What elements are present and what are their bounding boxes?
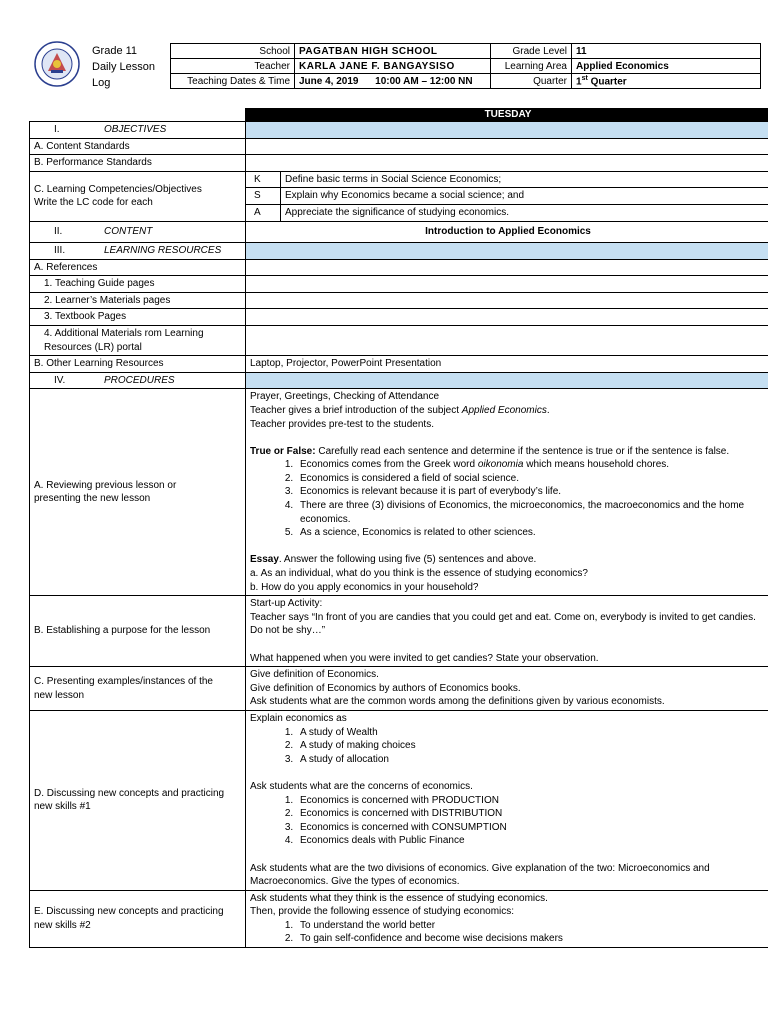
- other-resources-value: Laptop, Projector, PowerPoint Presentation: [246, 356, 768, 373]
- proc-c-line-3: Ask students what are the common words among the definitions given by various economists.: [250, 696, 665, 708]
- other-resources-label: B. Other Learning Resources: [30, 356, 246, 373]
- procedure-a-label-line-1: A. Reviewing previous lesson or: [34, 479, 177, 491]
- spacer: [250, 431, 766, 445]
- true-false-instructions: [250, 445, 766, 459]
- learning-area-value: Applied Economics: [572, 59, 761, 74]
- concern-item-1: 1. Economics is concerned with PRODUCTION: [296, 794, 766, 808]
- procedure-a-label: [30, 389, 246, 596]
- grade-level-value: 11: [572, 44, 761, 59]
- quarter-suffix: st: [581, 74, 588, 82]
- quarter-number: 1: [576, 76, 582, 88]
- tf-item-3: 3. Economics is relevant because it is part of everybody’s life.: [296, 485, 766, 499]
- true-false-text: Carefully read each sentence and determine if the sentence is true or if the sentence is false.: [315, 445, 730, 457]
- tf-item-1a: Economics comes from the Greek word: [300, 459, 478, 471]
- quarter-label: Quarter: [491, 74, 572, 89]
- spacer: [250, 766, 766, 780]
- ksa-a-letter: A: [246, 204, 281, 221]
- day-header: TUESDAY: [246, 109, 768, 122]
- true-false-list: [250, 458, 766, 540]
- proc-e-line-2: Then, provide the following essence of studying economics:: [250, 906, 515, 918]
- tf-item-1: [296, 458, 766, 472]
- dll-title: [92, 43, 172, 91]
- additional-materials-value: [246, 325, 768, 355]
- ksa-cell: [246, 171, 768, 221]
- tf-item-5: 5. As a science, Economics is related to other sciences.: [296, 526, 766, 540]
- school-value: PAGATBAN HIGH SCHOOL: [295, 44, 491, 59]
- essence-list: [250, 919, 766, 946]
- proc-b-line-3: What happened when you were invited to get candies? State your observation.: [250, 652, 599, 664]
- concern-item-3: 3. Economics is concerned with CONSUMPTION: [296, 821, 766, 835]
- dates-value: June 4, 2019 10:00 AM – 12:00 NN: [295, 74, 491, 89]
- procedure-b-label: B. Establishing a purpose for the lesson: [30, 596, 246, 667]
- essay-question-b: b. How do you apply economics in your household?: [250, 581, 479, 593]
- title-line-3: Log: [92, 77, 111, 89]
- proc-a-line-2a: Teacher gives a brief introduction of the subject: [250, 404, 462, 416]
- lc-label-line-2: Write the LC code for each: [34, 197, 153, 209]
- objectives-num: I.: [54, 124, 60, 135]
- proc-d-line-2: Ask students what are the concerns of economics.: [250, 780, 473, 792]
- procedures-heading: [30, 372, 246, 389]
- procedure-c-label: [30, 667, 246, 711]
- additional-materials-line-2: Resources (LR) portal: [44, 341, 142, 353]
- textbook-pages-label: 3. Textbook Pages: [30, 309, 246, 326]
- learning-area-label: Learning Area: [491, 59, 572, 74]
- proc-e-line-1: Ask students what they think is the essence of studying economics.: [250, 892, 548, 904]
- ksa-s-letter: S: [246, 188, 281, 205]
- concern-item-2: 2. Economics is concerned with DISTRIBUTION: [296, 807, 766, 821]
- economics-as-list: [250, 726, 766, 767]
- ksa-a-text: Appreciate the significance of studying economics.: [281, 204, 768, 221]
- spacer: [250, 848, 766, 862]
- proc-a-subject: Applied Economics: [461, 404, 547, 416]
- textbook-pages-value: [246, 309, 768, 326]
- learning-competencies-label: [30, 171, 246, 221]
- essay-question-a: a. As an individual, what do you think is the essence of studying economics?: [250, 568, 588, 580]
- procedure-e-label-line-1: E. Discussing new concepts and practicing: [34, 906, 224, 918]
- procedure-e-content: [246, 890, 768, 947]
- resources-blue-cell: [246, 242, 768, 259]
- procedure-d-label-line-2: new skills #1: [34, 801, 91, 813]
- proc-d-line-3: Ask students what are the two divisions of economics. Give explanation of the two: Microeconomics and Macroeconomics. Give the types of economics.: [250, 862, 710, 888]
- procedure-d-label: [30, 710, 246, 890]
- content-value: Introduction to Applied Economics: [246, 221, 768, 242]
- proc-a-line-1: Prayer, Greetings, Checking of Attendance: [250, 391, 439, 403]
- resources-title: LEARNING RESOURCES: [104, 244, 222, 256]
- teaching-guide-label: 1. Teaching Guide pages: [30, 276, 246, 293]
- references-label: A. References: [30, 259, 246, 276]
- proc-b-line-1: Start-up Activity:: [250, 598, 323, 610]
- lc-label-line-1: C. Learning Competencies/Objectives: [34, 183, 202, 195]
- tf-item-1b: oikonomia: [477, 459, 524, 471]
- objectives-blue-cell: [246, 122, 768, 139]
- economics-as-item-3: 3. A study of allocation: [296, 753, 766, 767]
- procedure-d-label-line-1: D. Discussing new concepts and practicing: [34, 787, 225, 799]
- title-line-2: Daily Lesson: [92, 61, 155, 73]
- resources-num: III.: [54, 244, 66, 256]
- procedure-c-label-line-2: new lesson: [34, 689, 85, 701]
- economics-as-item-2: 2. A study of making choices: [296, 739, 766, 753]
- tf-item-1c: which means household chores.: [523, 459, 670, 471]
- essence-item-1: 1. To understand the world better: [296, 919, 766, 933]
- procedure-c-label-line-1: C. Presenting examples/instances of the: [34, 675, 213, 687]
- procedure-d-content: [246, 710, 768, 890]
- quarter-text: Quarter: [587, 76, 627, 88]
- ksa-s-text: Explain why Economics became a social science; and: [281, 188, 768, 205]
- essence-item-2: 2. To gain self-confidence and become wise decisions makers: [296, 932, 766, 946]
- quarter-value: [572, 74, 761, 89]
- corner-cell: [30, 109, 246, 122]
- procedure-e-label: [30, 890, 246, 947]
- additional-materials-line-1: 4. Additional Materials rom Learning: [44, 327, 204, 339]
- procedure-b-content: [246, 596, 768, 667]
- procedure-c-content: [246, 667, 768, 711]
- concerns-list: [250, 794, 766, 848]
- procedure-e-label-line-2: new skills #2: [34, 919, 91, 931]
- economics-as-item-1: 1. A study of Wealth: [296, 726, 766, 740]
- learners-materials-value: [246, 292, 768, 309]
- proc-b-line-2: Teacher says “In front of you are candies that you could get and eat. Come on, everybody is invited to get candies. Do not be shy…”: [250, 611, 756, 637]
- proc-a-line-2: [250, 404, 766, 418]
- title-line-1: Grade 11: [92, 45, 138, 57]
- teacher-value: KARLA JANE F. BANGAYSISO: [295, 59, 491, 74]
- teacher-label: Teacher: [171, 59, 295, 74]
- resources-heading: [30, 242, 246, 259]
- objectives-heading: [30, 122, 246, 139]
- objectives-title: OBJECTIVES: [104, 124, 167, 135]
- proc-d-line-1: Explain economics as: [250, 712, 347, 724]
- tf-item-2: 2. Economics is considered a field of social science.: [296, 472, 766, 486]
- procedures-title: PROCEDURES: [104, 374, 175, 386]
- dates-label: Teaching Dates & Time: [171, 74, 295, 89]
- proc-a-line-3: Teacher provides pre-test to the students.: [250, 418, 434, 430]
- tf-item-4: 4. There are three (3) divisions of Economics, the microeconomics, the macroeconomics and the home economics.: [296, 499, 766, 526]
- grade-level-label: Grade Level: [491, 44, 572, 59]
- content-heading: [30, 221, 246, 242]
- content-standards-label: A. Content Standards: [30, 138, 246, 155]
- concern-item-4: 4. Economics deals with Public Finance: [296, 834, 766, 848]
- spacer: [250, 540, 766, 554]
- essay-label: Essay: [250, 554, 279, 566]
- spacer: [250, 638, 766, 652]
- additional-materials-label: [30, 325, 246, 355]
- lesson-log-table: [29, 108, 768, 948]
- performance-standards-value: [246, 155, 768, 172]
- essay-instructions: [250, 553, 766, 567]
- procedures-blue-cell: [246, 372, 768, 389]
- procedure-a-content: [246, 389, 768, 596]
- references-value: [246, 259, 768, 276]
- content-standards-value: [246, 138, 768, 155]
- procedures-num: IV.: [54, 374, 66, 386]
- proc-a-line-2c: .: [546, 404, 550, 416]
- ksa-k-text: Define basic terms in Social Science Economics;: [281, 172, 768, 188]
- teaching-guide-value: [246, 276, 768, 293]
- performance-standards-label: B. Performance Standards: [30, 155, 246, 172]
- proc-c-line-2: Give definition of Economics by authors of Economics books.: [250, 682, 521, 694]
- content-num: II.: [54, 226, 63, 238]
- content-title: CONTENT: [104, 226, 153, 238]
- true-false-label: True or False:: [250, 445, 316, 457]
- header-info-table: [170, 43, 761, 89]
- school-label: School: [171, 44, 295, 59]
- ksa-k-letter: K: [246, 172, 281, 188]
- essay-text: . Answer the following using five (5) sentences and above.: [278, 554, 537, 566]
- proc-c-line-1: Give definition of Economics.: [250, 669, 379, 681]
- procedure-a-label-line-2: presenting the new lesson: [34, 493, 151, 505]
- deped-seal-logo: [34, 41, 80, 87]
- ksa-table: [246, 172, 768, 221]
- learners-materials-label: 2. Learner’s Materials pages: [30, 292, 246, 309]
